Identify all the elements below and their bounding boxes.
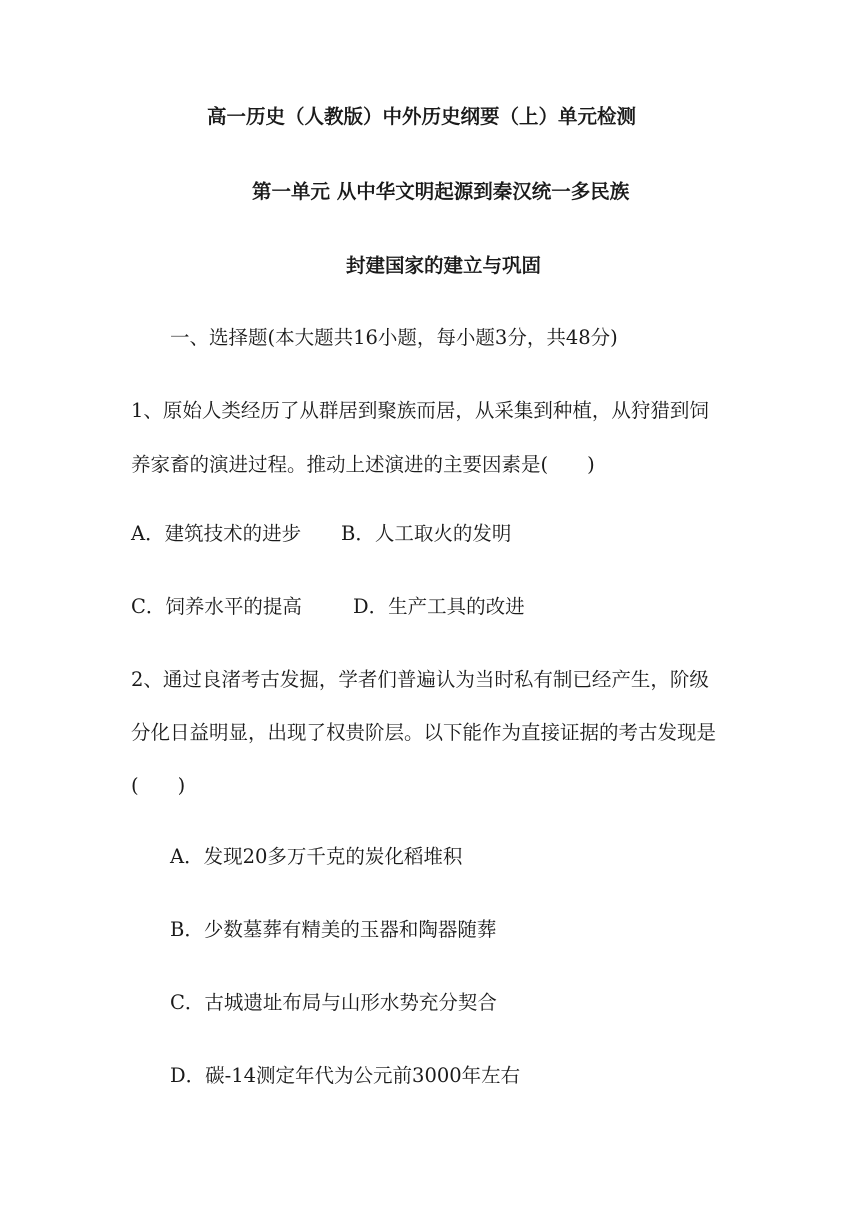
q1-option-c: C．饲养水平的提高 — [131, 595, 302, 618]
q2-stem-line-1: 2、通过良渚考古发掘，学者们普遍认为当时私有制已经产生，阶级 — [131, 668, 709, 691]
q2-option-b: B．少数墓葬有精美的玉器和陶器随葬 — [170, 918, 497, 941]
q1-option-b: B．人工取火的发明 — [341, 522, 512, 545]
q1-stem-line-1: 1、原始人类经历了从群居到聚族而居，从采集到种植，从狩猎到饲 — [131, 399, 709, 422]
q2-stem-line-2: 分化日益明显，出现了权贵阶层。以下能作为直接证据的考古发现是 — [131, 721, 717, 744]
unit-title-line-1: 第一单元 从中华文明起源到秦汉统一多民族 — [252, 180, 630, 203]
q1-stem-line-2: 养家畜的演进过程。推动上述演进的主要因素是( ) — [131, 453, 595, 476]
q2-option-d: D．碳-14测定年代为公元前3000年左右 — [170, 1064, 521, 1087]
q1-option-a: A．建筑技术的进步 — [131, 522, 302, 545]
document-title: 高一历史（人教版）中外历史纲要（上）单元检测 — [207, 105, 637, 128]
section-heading: 一、选择题(本大题共16小题，每小题3分，共48分) — [170, 326, 618, 349]
q2-stem-line-3: ( ) — [131, 774, 186, 797]
q2-option-c: C．古城遗址布局与山形水势充分契合 — [170, 991, 497, 1014]
q1-option-d: D．生产工具的改进 — [353, 595, 525, 618]
q2-option-a: A．发现20多万千克的炭化稻堆积 — [170, 845, 463, 868]
unit-title-line-2: 封建国家的建立与巩固 — [346, 254, 542, 277]
